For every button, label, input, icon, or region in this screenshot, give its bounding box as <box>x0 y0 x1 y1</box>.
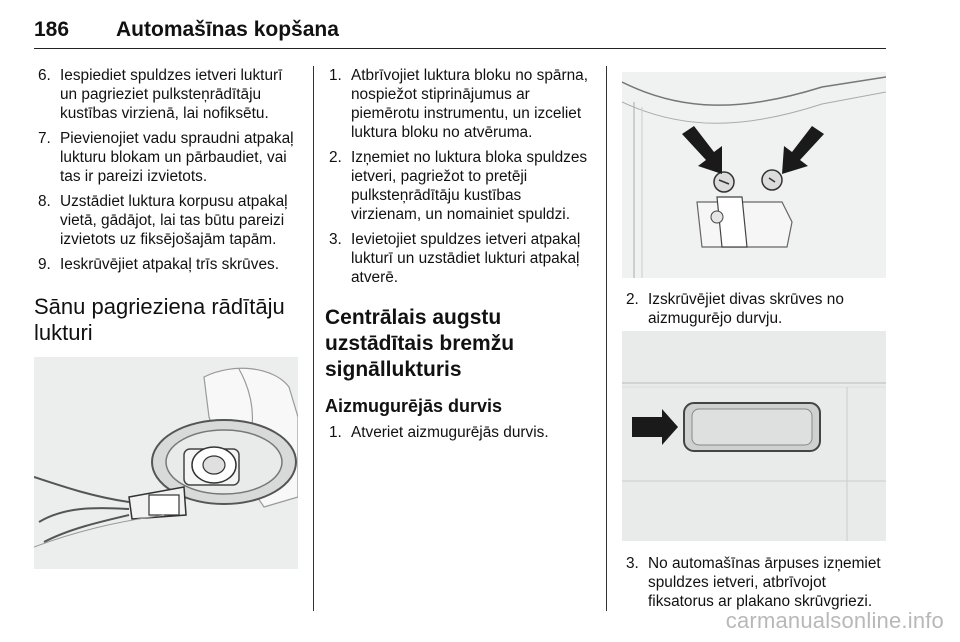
watermark: carmanualsonline.info <box>725 608 944 633</box>
list-item: 6. Iespiediet spuldzes ietveri lukturī un pagrieziet pulksteņrādītāju kustības virzienā, lai nofiksētu. <box>38 67 283 122</box>
rear-door-screws-illustration <box>622 72 886 278</box>
list-item: 9. Ieskrūvējiet atpakaļ trīs skrūves. <box>38 256 279 273</box>
arrow-icon <box>782 126 824 174</box>
step-list <box>34 66 300 274</box>
list-item: 7. Pievienojiet vadu spraudni atpakaļ lukturu blokam un pārbaudiet, vai tas ir pareizi izvietots. <box>38 130 294 185</box>
column-right-step-2 <box>622 290 888 334</box>
list-item: 2. Izņemiet no luktura bloka spuldzes ietveri, pagriežot to pretēji pulksteņrādītāju kustības virzienam, un nomainiet spuldzi. <box>329 149 588 223</box>
step-list <box>325 66 595 287</box>
step-list <box>622 290 888 328</box>
bulb-holder-drawing <box>34 357 298 569</box>
page-number: 186 <box>34 18 70 41</box>
page-title: Automašīnas kopšana <box>116 18 339 41</box>
brake-light-drawing <box>622 331 886 541</box>
step-list <box>622 554 888 611</box>
brake-light-illustration <box>622 331 886 541</box>
list-item: 1. Atbrīvojiet luktura bloku no spārna, nospiežot stiprinājumus ar piemērotu instrumentu, un izceliet luktura bloku no atvēruma. <box>329 67 588 141</box>
page-header <box>34 8 886 46</box>
list-item: 2. Izskrūvējiet divas skrūves no aizmugurējo durvju. <box>626 291 844 327</box>
column-left <box>34 66 300 346</box>
section-heading: Sānu pagrieziena rādītāju lukturi <box>34 294 285 345</box>
arrow-icon <box>632 409 678 445</box>
column-middle <box>325 66 595 448</box>
rear-door-screws-drawing <box>622 72 886 278</box>
list-item: 1. Atveriet aizmugurējās durvis. <box>329 424 549 441</box>
list-item: 8. Uzstādiet luktura korpusu atpakaļ vietā, gādājot, lai tas būtu pareizi izvietots uz fiksējošajām tapām. <box>38 193 288 248</box>
list-item: 3. No automašīnas ārpuses izņemiet spuldzes ietveri, atbrīvojot fiksatorus ar plakano skrūvgriezi. <box>626 555 881 610</box>
column-divider-1 <box>313 66 314 611</box>
step-list <box>325 423 595 442</box>
list-item: 3. Ievietojiet spuldzes ietveri atpakaļ lukturī un uzstādiet lukturi atpakaļ atverē. <box>329 231 581 286</box>
side-indicator-bulb-illustration <box>34 357 298 569</box>
subheading: Aizmugurējās durvis <box>325 396 503 416</box>
column-divider-2 <box>606 66 607 611</box>
section-heading: Centrālais augstu uzstādītais bremžu signāllukturis <box>325 306 515 381</box>
arrow-icon <box>682 126 722 174</box>
header-rule <box>34 48 886 49</box>
